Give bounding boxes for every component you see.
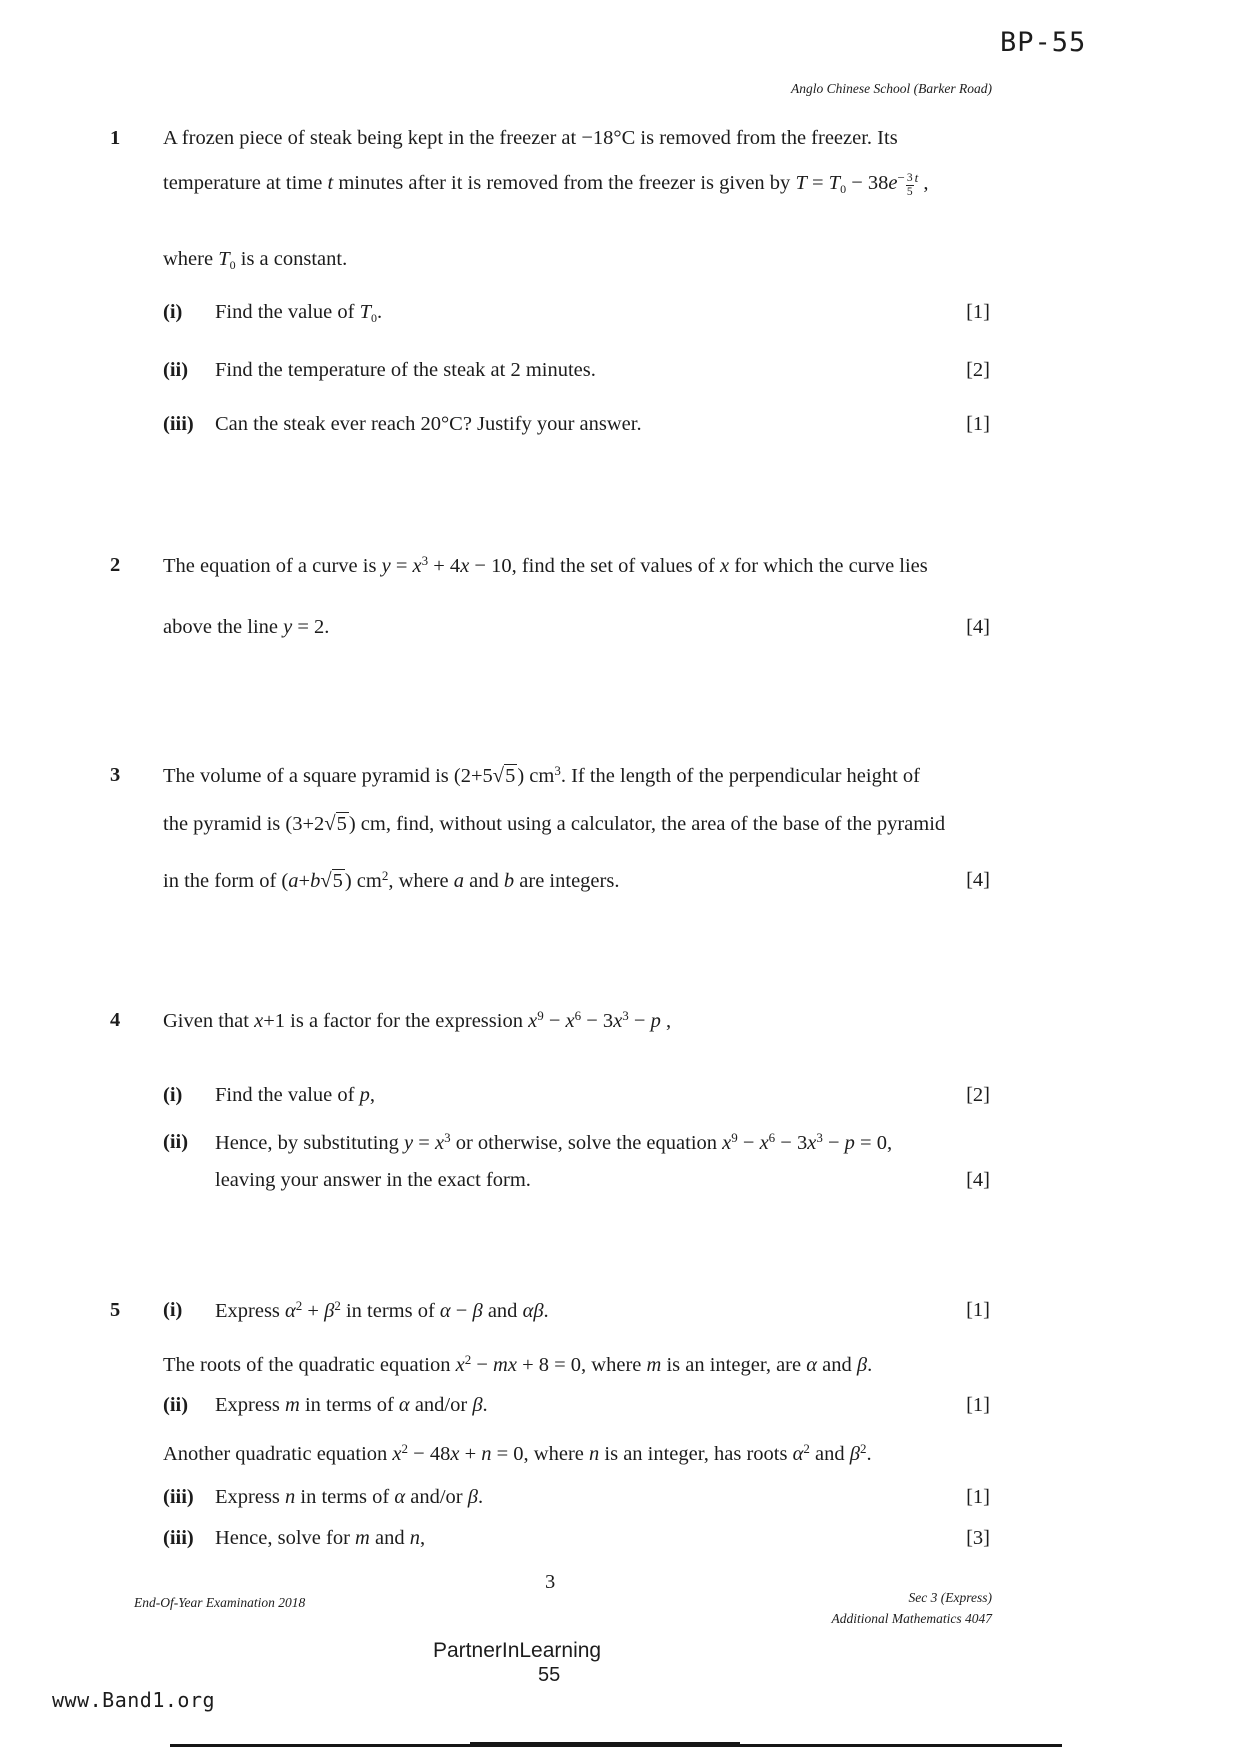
q5-part-iii-b-text: Hence, solve for m and n,: [215, 1527, 426, 1549]
q2-line-1: The equation of a curve is $y = x^3 + 4x - 10$, find the set of values of x for which the curve lies: [163, 553, 928, 577]
q2-line-2: above the line y = 2.: [163, 616, 330, 638]
q4-part-i-mark: [2]: [966, 1084, 990, 1106]
bp-label: BP-55: [1000, 27, 1087, 58]
q1-part-ii-label: (ii): [163, 359, 189, 381]
q1-part-i-text: Find the value of $T_0$.: [215, 301, 383, 325]
q3-mark: [4]: [966, 869, 990, 891]
q1-part-iii-label: (iii): [163, 413, 194, 435]
q5-number: 5: [110, 1299, 121, 1321]
q5-part-ii-mark: [1]: [966, 1394, 990, 1416]
q1-part-ii-mark: [2]: [966, 359, 990, 381]
q5-another-line: Another quadratic equation $x^2 - 48x + n = 0$, where n is an integer, has roots $\alpha^2$ and $\beta^2$.: [163, 1441, 872, 1465]
q4-part-i-text: Find the value of p,: [215, 1084, 375, 1106]
q3-line-3: in the form of (a+b√5) $cm^2$, where a and b are integers.: [163, 868, 620, 892]
q4-number: 4: [110, 1009, 121, 1031]
q5-part-iii-a-label: (iii): [163, 1486, 194, 1508]
q4-part-ii-mark: [4]: [966, 1169, 990, 1191]
footer-subject: Additional Mathematics 4047: [831, 1611, 992, 1626]
q1-part-iii-mark: [1]: [966, 413, 990, 435]
q5-part-iii-a-mark: [1]: [966, 1486, 990, 1508]
q4-part-i-label: (i): [163, 1084, 183, 1106]
q1-line-1: A frozen piece of steak being kept in the freezer at −18°C is removed from the freezer. Its: [163, 127, 898, 149]
q4-line-1: Given that x+1 is a factor for the expression $x^9 - x^6 - 3x^3 - p$ ,: [163, 1008, 672, 1032]
q1-part-iii-text: Can the steak ever reach 20°C? Justify your answer.: [215, 413, 642, 435]
q5-part-i-mark: [1]: [966, 1299, 990, 1321]
q3-number: 3: [110, 764, 121, 786]
site-url: www.Band1.org: [52, 1688, 216, 1712]
page-number: 3: [545, 1571, 556, 1593]
q1-part-ii-text: Find the temperature of the steak at 2 minutes.: [215, 359, 596, 381]
q5-part-iii-b-label: (iii): [163, 1527, 194, 1549]
q1-part-i-label: (i): [163, 301, 183, 323]
q4-part-ii-line-2: leaving your answer in the exact form.: [215, 1169, 531, 1191]
q2-mark: [4]: [966, 616, 990, 638]
q5-part-iii-a-text: Express n in terms of α and/or β.: [215, 1486, 484, 1508]
q3-line-1: The volume of a square pyramid is (2+5√5) $cm^3$. If the length of the perpendicular height of: [163, 763, 921, 787]
q5-part-i-text: Express $\alpha^2 + \beta^2$ in terms of α − β and αβ.: [215, 1298, 549, 1322]
q5-roots-line: The roots of the quadratic equation $x^2$ − mx + 8 = 0, where m is an integer, are α and β.: [163, 1352, 873, 1376]
q4-part-ii-line-1: Hence, by substituting $y = x^3$ or otherwise, solve the equation $x^9 - x^6 - 3x^3 - p = 0$,: [215, 1130, 893, 1154]
q3-line-2: the pyramid is (3+2√5) cm, find, without using a calculator, the area of the base of the pyramid: [163, 813, 946, 835]
q1-part-i-mark: [1]: [966, 301, 990, 323]
footer-exam: End-Of-Year Examination 2018: [134, 1595, 306, 1610]
q1-line-3: where $T_0$ is a constant.: [163, 248, 348, 272]
footer-stream: Sec 3 (Express): [908, 1590, 992, 1605]
footer-rule-thick-segment: [470, 1742, 740, 1747]
q1-line-2: temperature at time t minutes after it is removed from the freezer is given by $T = T_0 - 38e^-$ $\frac{3}{5}$ $^t$ ,: [163, 170, 929, 198]
q1-number: 1: [110, 127, 121, 149]
q5-part-iii-b-mark: [3]: [966, 1527, 990, 1549]
school-name: Anglo Chinese School (Barker Road): [791, 81, 992, 96]
q4-part-ii-label: (ii): [163, 1131, 189, 1153]
q5-part-ii-text: Express m in terms of α and/or β.: [215, 1394, 488, 1416]
q2-number: 2: [110, 554, 121, 576]
q5-part-ii-label: (ii): [163, 1394, 189, 1416]
watermark-title: PartnerInLearning: [433, 1639, 602, 1662]
q5-part-i-label: (i): [163, 1299, 183, 1321]
watermark-number: 55: [538, 1664, 561, 1686]
